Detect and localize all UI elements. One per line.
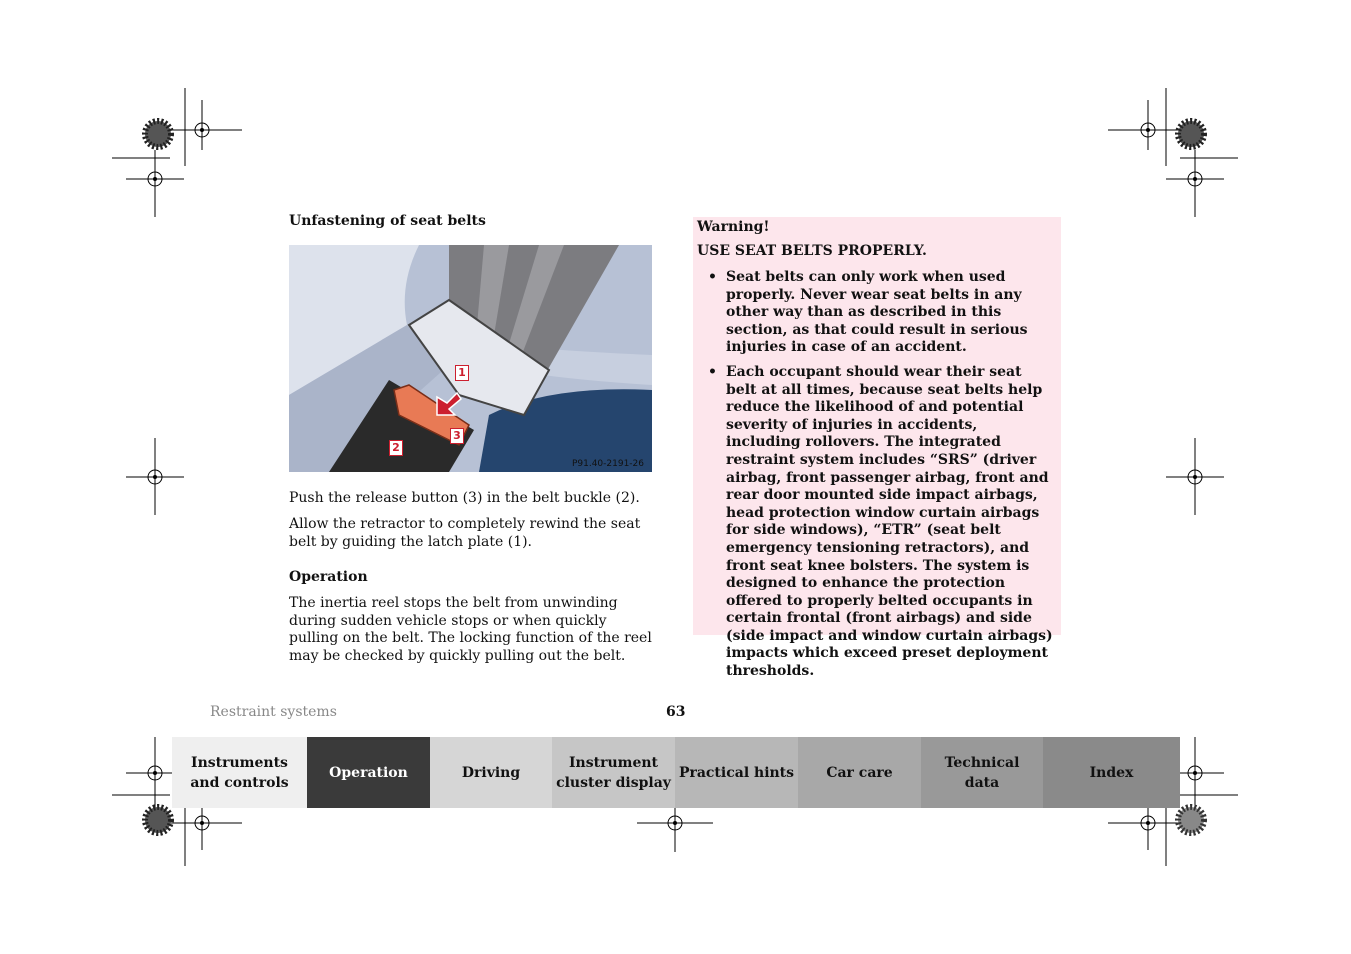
footer-section-title: Restraint systems bbox=[210, 704, 337, 720]
bullet-icon: • bbox=[708, 363, 717, 380]
page-number: 63 bbox=[666, 704, 686, 720]
warning-list bbox=[693, 269, 1061, 688]
callout-2: 2 bbox=[389, 440, 403, 456]
warning-item bbox=[693, 269, 1061, 357]
seat-belt-illustration bbox=[289, 245, 652, 472]
tab-operation[interactable]: Operation bbox=[307, 737, 430, 808]
tab-instruments-and-controls[interactable]: Instruments and controls bbox=[172, 737, 307, 808]
operation-heading: Operation bbox=[289, 569, 368, 585]
tab-index[interactable]: Index bbox=[1043, 737, 1180, 808]
warning-box bbox=[693, 217, 1061, 680]
warning-title: Warning! bbox=[697, 219, 770, 235]
tab-practical-hints[interactable]: Practical hints bbox=[675, 737, 798, 808]
figure-code: P91.40-2191-26 bbox=[571, 459, 644, 469]
tab-car-care[interactable]: Car care bbox=[798, 737, 921, 808]
warning-item-text: Each occupant should wear their seat belt at all times, because seat belts help reduce the likelihood of and potential severity of injuries in accidents, including rollovers. The integrated restraint system includes “SRS” (driver airbag, front passenger airbag, front and rear door mounted side impact airbags, head protection window curtain airbags for side windows), “ETR” (seat belt emergency tensioning retractors), and front seat knee bolsters. The system is designed to enhance the protection offered to properly belted occupants in certain frontal (front airbags) and side (side impact and window curtain airbags) impacts which exceed preset deployment thresholds. bbox=[726, 363, 1053, 680]
paragraph-retractor: Allow the retractor to completely rewind the seat belt by guiding the latch plate (1). bbox=[289, 516, 641, 550]
warning-subtitle: USE SEAT BELTS PROPERLY. bbox=[697, 243, 927, 259]
section-heading: Unfastening of seat belts bbox=[289, 213, 486, 229]
paragraph-release: Push the release button (3) in the belt buckle (2). bbox=[289, 490, 640, 506]
warning-item bbox=[693, 364, 1061, 681]
bullet-icon: • bbox=[708, 269, 717, 285]
tab-instrument-cluster-display[interactable]: Instrument cluster display bbox=[552, 737, 675, 808]
callout-3: 3 bbox=[450, 428, 464, 444]
chapter-nav bbox=[172, 737, 1180, 808]
tab-technical-data[interactable]: Technical data bbox=[921, 737, 1043, 808]
callout-1: 1 bbox=[455, 365, 469, 381]
warning-item-text: Seat belts can only work when used properly. Never wear seat belts in any other way than as described in this section, as that could result in serious injuries in case of an accident. bbox=[726, 269, 1028, 356]
paragraph-inertia-reel: The inertia reel stops the belt from unwinding during sudden vehicle stops or when quickly pulling on the belt. The locking function of the reel may be checked by quickly pulling out the belt. bbox=[289, 595, 652, 664]
tab-driving[interactable]: Driving bbox=[430, 737, 552, 808]
